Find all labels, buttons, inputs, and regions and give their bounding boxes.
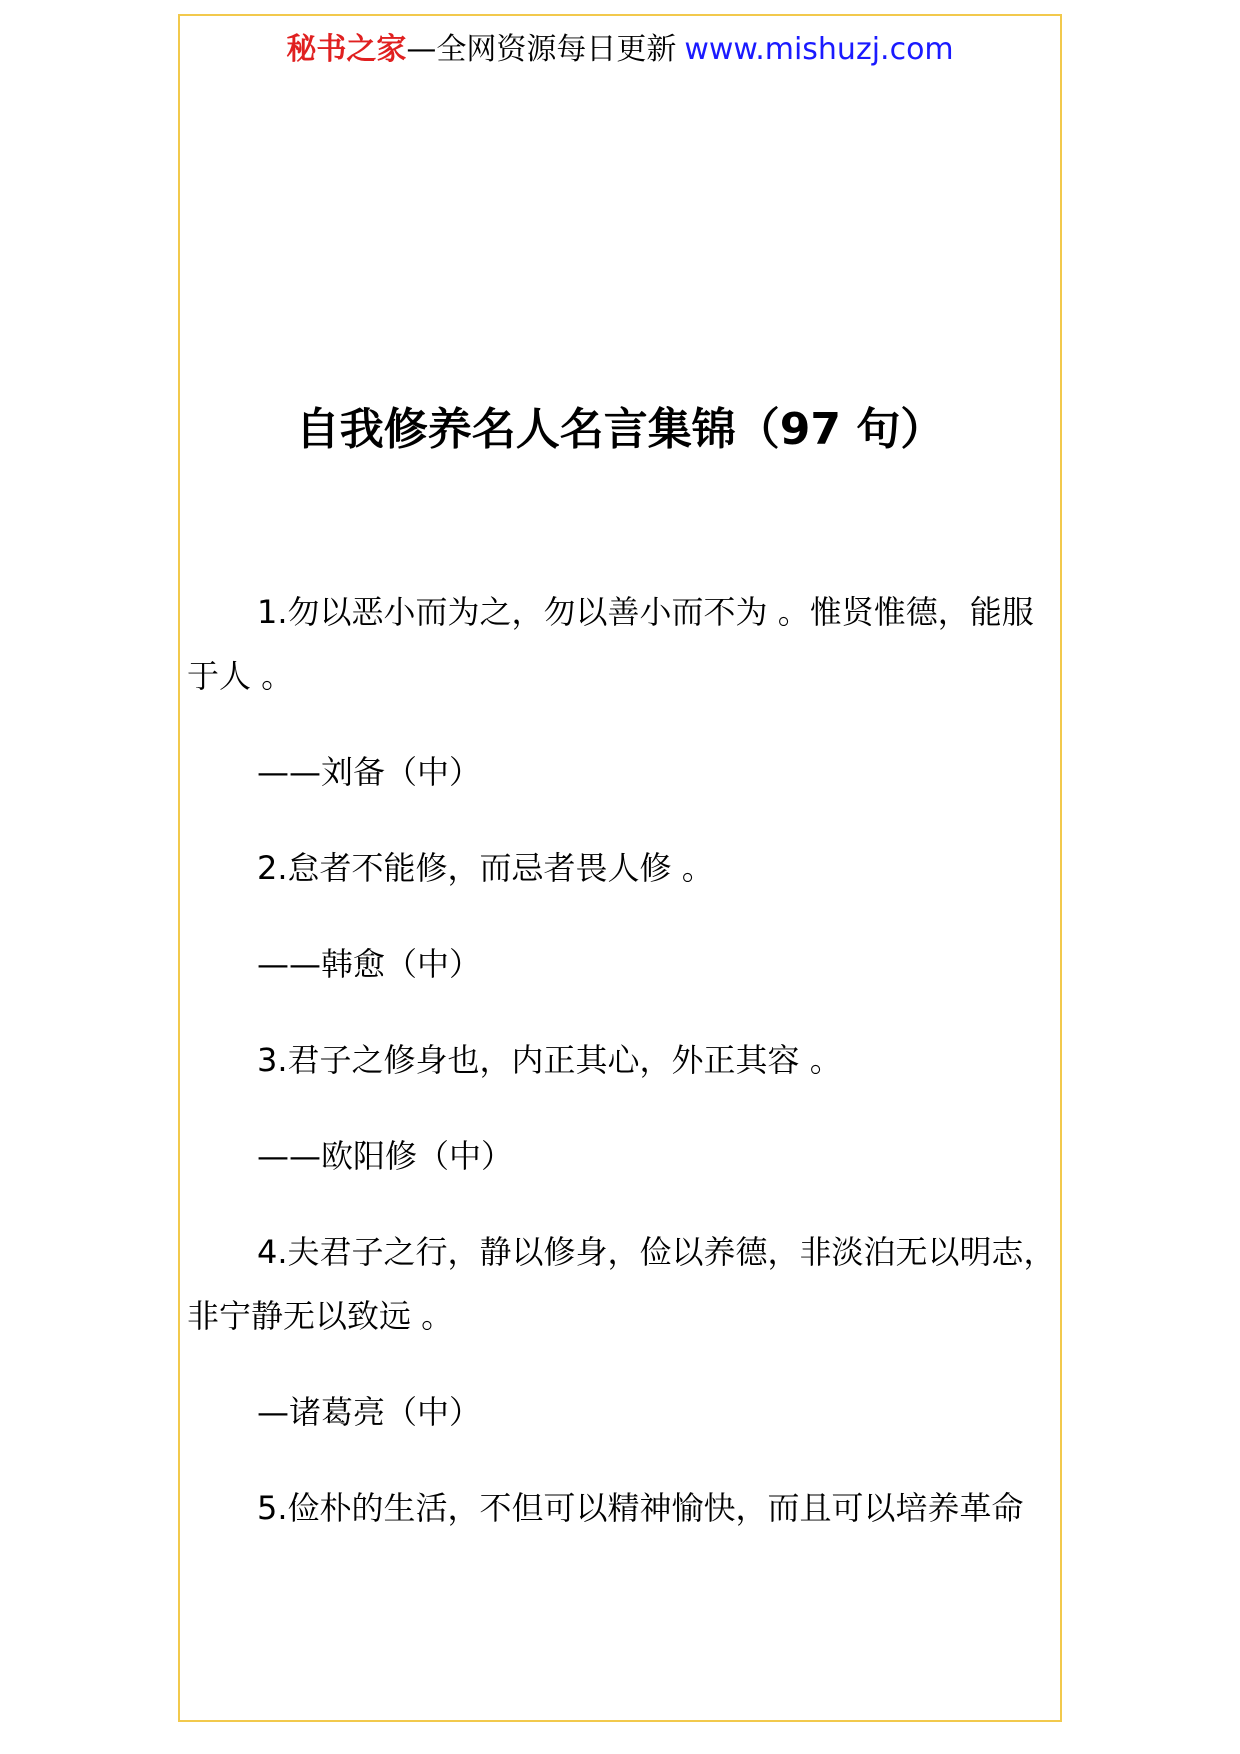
header-tagline: —全网资源每日更新 (406, 32, 677, 67)
header-brand: 秘书之家 (286, 32, 407, 67)
quote-attribution: —诸葛亮（中） (257, 1393, 482, 1431)
quote-paragraph: 4.夫君子之行，静以修身，俭以养德，非淡泊无以明志，非宁静无以致远 。 (187, 1233, 1056, 1335)
quote-paragraph: 1.勿以恶小而为之，勿以善小而不为 。惟贤惟德，能服于人 。 (187, 593, 1034, 695)
quote-attribution: ——刘备（中） (257, 753, 482, 791)
document-title: 自我修养名人名言集锦（97 句） (295, 404, 945, 455)
document-body (187, 580, 1057, 1572)
quote-paragraph: 3.君子之修身也，内正其心，外正其容 。 (257, 1041, 842, 1079)
header-url-link[interactable]: www.mishuzj.com (684, 32, 954, 67)
quote-paragraph: 5.俭朴的生活，不但可以精神愉快，而且可以培养革命 (257, 1489, 1024, 1527)
quote-attribution: ——欧阳修（中） (257, 1137, 514, 1175)
quote-paragraph: 2.怠者不能修，而忌者畏人修 。 (257, 849, 714, 887)
page-header (178, 30, 1062, 70)
quote-attribution: ——韩愈（中） (257, 945, 482, 983)
